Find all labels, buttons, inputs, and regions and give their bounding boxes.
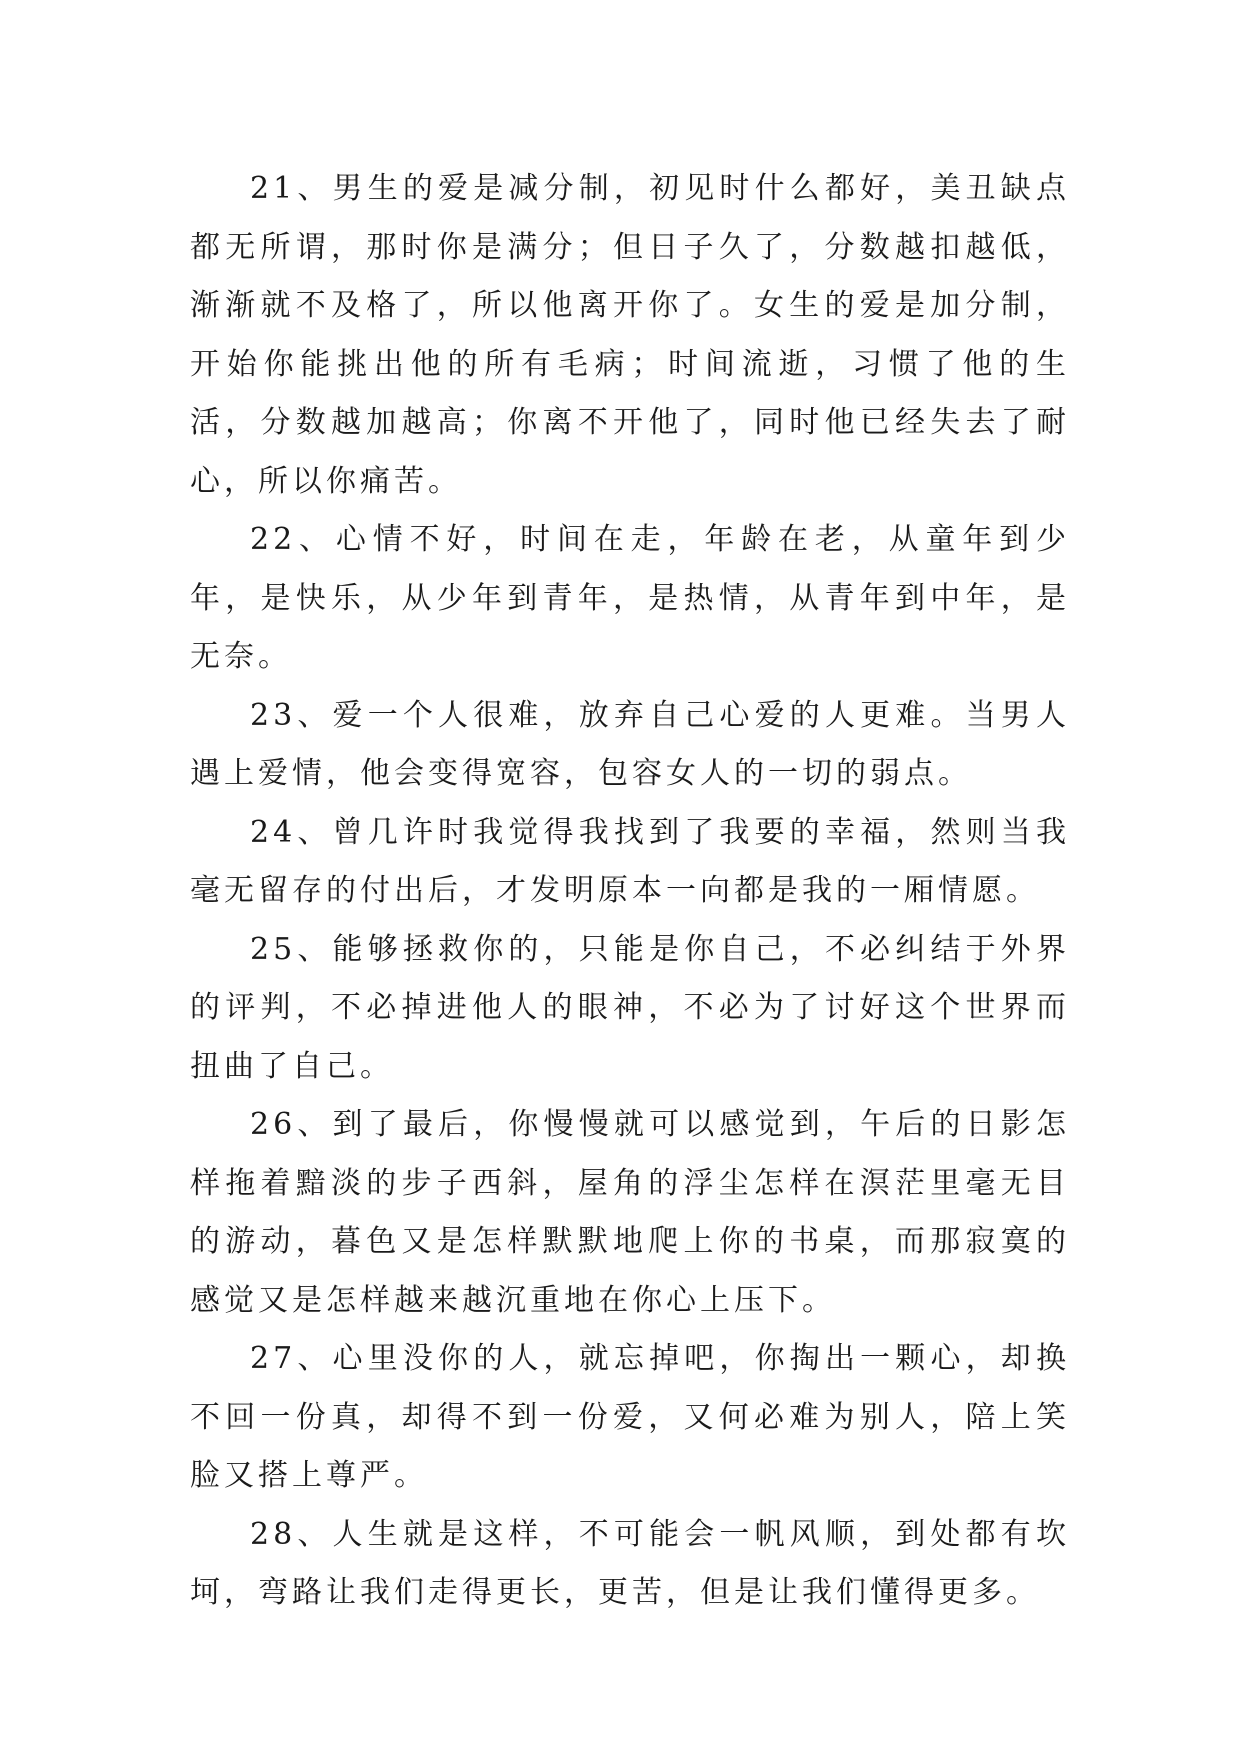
document-body (190, 160, 1070, 1623)
paragraph-22: 22、心情不好，时间在走，年龄在老，从童年到少年，是快乐，从少年到青年，是热情，从青年到中年，是无奈。 (190, 522, 1070, 674)
paragraph-23: 23、爱一个人很难，放弃自己心爱的人更难。当男人遇上爱情，他会变得宽容，包容女人的一切的弱点。 (190, 697, 1070, 791)
paragraph-28: 28、人生就是这样，不可能会一帆风顺，到处都有坎坷，弯路让我们走得更长，更苦，但是让我们懂得更多。 (190, 1516, 1070, 1610)
paragraph-21: 21、男生的爱是减分制，初见时什么都好，美丑缺点都无所谓，那时你是满分；但日子久了，分数越扣越低，渐渐就不及格了，所以他离开你了。女生的爱是加分制，开始你能挑出他的所有毛病；时间流逝，习惯了他的生活，分数越加越高；你离不开他了，同时他已经失去了耐心，所以你痛苦。 (190, 171, 1070, 499)
paragraph-25: 25、能够拯救你的，只能是你自己，不必纠结于外界的评判，不必掉进他人的眼神，不必为了讨好这个世界而扭曲了自己。 (190, 931, 1070, 1084)
paragraph-27: 27、心里没你的人，就忘掉吧，你掏出一颗心，却换不回一份真，却得不到一份爱，又何必难为别人，陪上笑脸又搭上尊严。 (190, 1341, 1070, 1493)
paragraph-26: 26、到了最后，你慢慢就可以感觉到，午后的日影怎样拖着黯淡的步子西斜，屋角的浮尘怎样在溟茫里毫无目的游动，暮色又是怎样默默地爬上你的书桌，而那寂寞的感觉又是怎样越来越沉重地在你心上压下。 (190, 1107, 1070, 1318)
paragraph-24: 24、曾几许时我觉得我找到了我要的幸福，然则当我毫无留存的付出后，才发明原本一向都是我的一厢情愿。 (190, 814, 1070, 908)
